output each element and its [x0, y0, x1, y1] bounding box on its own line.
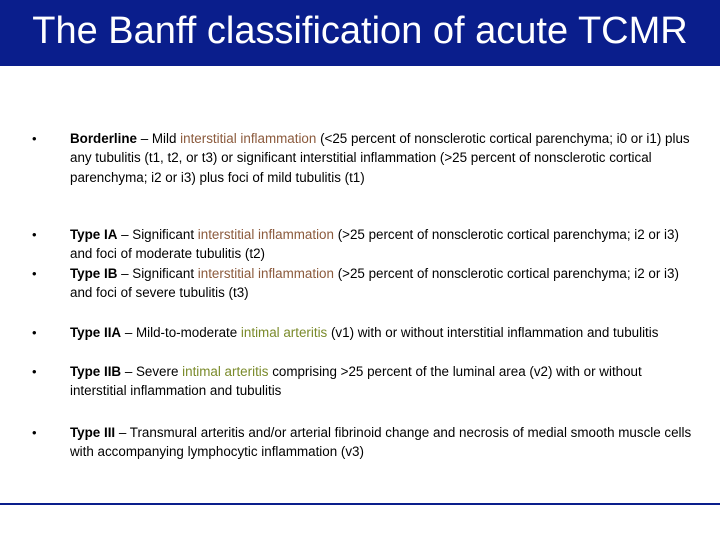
item-lead-text: – Mild — [136, 131, 181, 146]
bottom-divider — [0, 503, 720, 505]
bullet-icon: • — [32, 131, 37, 146]
list-item-borderline — [70, 129, 695, 187]
item-text: (>25 percent of nonsclerotic cortical parenchyma; i2 or i3) and foci of severe tubulitis (t3) — [70, 266, 679, 301]
bullet-icon: • — [32, 325, 37, 340]
list-item-type-ib — [70, 264, 695, 303]
item-highlight: interstitial inflammation — [197, 266, 334, 281]
item-label: Type III — [70, 425, 116, 440]
item-lead-text: – Mild-to-moderate — [121, 325, 241, 340]
list-item-type-iii — [70, 423, 695, 462]
item-text: comprising >25 percent of the luminal area (v2) with or without interstitial inflammation and tubulitis — [70, 364, 642, 399]
item-lead-text: – Transmural arteritis and/or arterial fibrinoid change and necrosis of medial smooth muscle cells with accompanying lymphocytic inflammation (v3) — [70, 425, 692, 460]
item-label: Borderline — [70, 131, 137, 146]
item-highlight: interstitial inflammation — [180, 131, 317, 146]
item-lead-text: – Significant — [117, 266, 198, 281]
list-item-type-iib — [70, 362, 695, 401]
item-label: Type IA — [70, 227, 118, 242]
item-label: Type IIA — [70, 325, 122, 340]
list-item-type-iia — [70, 323, 695, 342]
item-text: (>25 percent of nonsclerotic cortical parenchyma; i2 or i3) and foci of moderate tubulitis (t2) — [70, 227, 679, 262]
page-title: The Banff classification of acute TCMR — [32, 10, 688, 52]
item-highlight: intimal arteritis — [240, 325, 328, 340]
bullet-icon: • — [32, 266, 37, 281]
bullet-icon: • — [32, 364, 37, 379]
item-lead-text: – Significant — [117, 227, 198, 242]
bullet-icon: • — [32, 227, 37, 242]
bullet-icon: • — [32, 425, 37, 440]
list-item-type-ia — [70, 225, 695, 264]
item-highlight: intimal arteritis — [182, 364, 269, 379]
item-highlight: interstitial inflammation — [197, 227, 334, 242]
item-label: Type IB — [70, 266, 118, 281]
item-text: (v1) with or without interstitial inflammation and tubulitis — [327, 325, 659, 340]
item-lead-text: – Severe — [121, 364, 183, 379]
item-text: (<25 percent of nonsclerotic cortical parenchyma; i0 or i1) plus any tubulitis (t1, t2, or t3) or significant interstitial inflammation (>25 percent of nonsclerotic cortical parenchyma; i2 or i3) plus foci of mild tubulitis (t1) — [70, 131, 690, 185]
item-label: Type IIB — [70, 364, 122, 379]
